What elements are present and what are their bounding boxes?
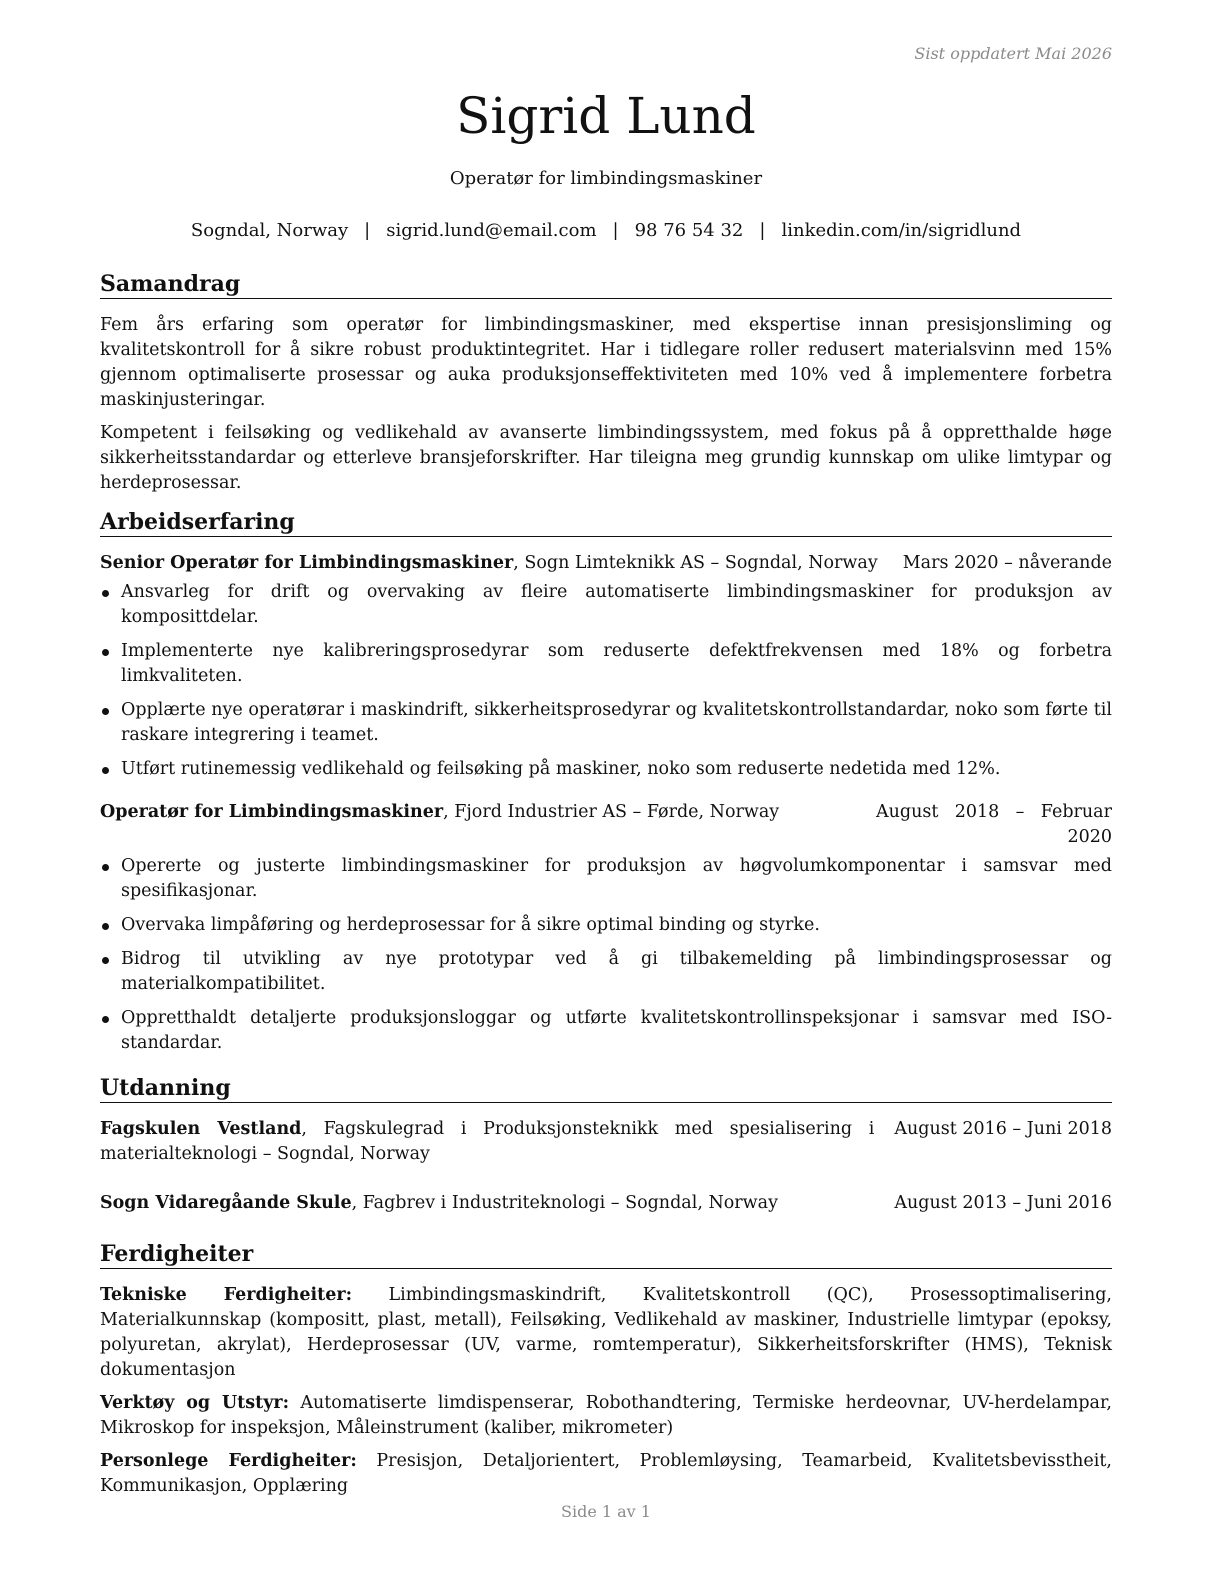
contact-phone: 98 76 54 32 (634, 220, 744, 241)
job-bullet (100, 757, 1112, 782)
skill-label: Personlege Ferdigheiter: (100, 1451, 357, 1471)
bullet-text: Bidrog til utvikling av nye prototypar ved å gi tilbakemelding på limbindingsprosessar og materialkompatibilitet. (121, 949, 1112, 994)
experience-heading: Arbeidserfaring (100, 508, 1112, 537)
education-detail: , Fagskulegrad i Produksjonsteknikk med spesialisering i materialteknologi – Sogndal, Norway (100, 1119, 875, 1164)
job-bullet (100, 580, 1112, 630)
contact-separator: | (364, 220, 371, 241)
bullet-text: Ansvarleg for drift og overvaking av fleire automatiserte limbindingsmaskiner for produksjon av komposittdelar. (121, 582, 1112, 627)
bullet-icon (102, 923, 109, 930)
job-dates: Mars 2020 – nåverande (902, 553, 1112, 573)
education-section (100, 1074, 1112, 1216)
job-entry (100, 551, 1112, 782)
skill-text: Automatiserte limdispenserar, Robothandtering, Termiske herdeovnar, UV-herdelampar, Mikroskop for inspeksjon, Måleinstrument (kaliber, mikrometer) (100, 1393, 1112, 1438)
bullet-icon (102, 957, 109, 964)
job-company: , Fjord Industrier AS – Førde, Norway (443, 802, 780, 822)
job-header (100, 551, 1112, 576)
bullet-text: Oppretthaldt detaljerte produksjonsloggar og utførte kvalitetskontrollinspeksjonar i samsvar med ISO-standardar. (121, 1008, 1112, 1053)
job-bullet (100, 698, 1112, 748)
contact-email[interactable]: sigrid.lund@email.com (386, 220, 597, 241)
contact-separator: | (759, 220, 766, 241)
contact-location: Sogndal, Norway (190, 220, 349, 241)
skills-heading: Ferdigheiter (100, 1240, 1112, 1269)
skill-group (100, 1391, 1112, 1441)
job-bullet (100, 639, 1112, 689)
job-bullets (100, 580, 1112, 782)
resume-page (100, 0, 1112, 1584)
job-bullets (100, 854, 1112, 1056)
education-heading: Utdanning (100, 1074, 1112, 1103)
bullet-text: Opererte og justerte limbindingsmaskiner for produksjon av høgvolumkomponentar i samsvar med spesifikasjonar. (121, 856, 1112, 901)
candidate-title: Operatør for limbindingsmaskiner (449, 168, 763, 189)
skills-section (100, 1240, 1112, 1499)
bullet-icon (102, 590, 109, 597)
bullet-text: Opplærte nye operatørar i maskindrift, sikkerheitsprosedyrar og kvalitetskontrollstandardar, noko som førte til raskare integrering i teamet. (121, 700, 1112, 745)
skill-label: Tekniske Ferdigheiter: (100, 1285, 353, 1305)
summary-heading: Samandrag (100, 270, 1112, 299)
job-bullet (100, 913, 1112, 938)
job-dates: August 2018 – Februar 2020 (876, 802, 1112, 847)
education-school: Sogn Vidaregåande Skule (100, 1193, 352, 1213)
education-entry (100, 1191, 1112, 1216)
skill-text: Presisjon, Detaljorientert, Problemløysing, Teamarbeid, Kvalitetsbevisstheit, Kommunikasjon, Opplæring (100, 1451, 1112, 1496)
job-role: Senior Operatør for Limbindingsmaskiner (100, 553, 514, 573)
summary-paragraph: Kompetent i feilsøking og vedlikehald av avanserte limbindingssystem, med fokus på å oppretthalde høge sikkerheitsstandardar og etterleve bransjeforskrifter. Har tileigna meg grundig kunnskap om ulike limtypar og herdeprosessar. (100, 423, 1112, 493)
skill-label: Verktøy og Utstyr: (100, 1393, 290, 1413)
job-role: Operatør for Limbindingsmaskiner (100, 802, 444, 822)
bullet-icon (102, 767, 109, 774)
contact-separator: | (612, 220, 619, 241)
bullet-icon (102, 649, 109, 656)
job-header (100, 800, 1112, 850)
skill-group (100, 1283, 1112, 1383)
contact-linkedin[interactable]: linkedin.com/in/sigridlund (781, 220, 1022, 241)
job-bullet (100, 1006, 1112, 1056)
education-dates: August 2016 – Juni 2018 (894, 1119, 1112, 1139)
contact-line (100, 219, 1112, 243)
resume-content (100, 270, 1112, 1511)
education-dates: August 2013 – Juni 2016 (894, 1193, 1112, 1213)
bullet-text: Overvaka limpåføring og herdeprosessar for å sikre optimal binding og styrke. (121, 915, 820, 935)
job-entry (100, 800, 1112, 1056)
skill-text: Limbindingsmaskindrift, Kvalitetskontroll (QC), Prosessoptimalisering, Materialkunnskap (kompositt, plast, metall), Feilsøking, Vedlikehald av maskiner, Industrielle limtypar (epoksy, polyuretan, akrylat), Herdeprosessar (UV, varme, romtemperatur), Sikkerheitsforskrifter (HMS), Teknisk dokumentasjon (100, 1285, 1112, 1380)
experience-section (100, 508, 1112, 1056)
bullet-icon (102, 708, 109, 715)
education-detail: , Fagbrev i Industriteknologi – Sogndal, Norway (351, 1193, 778, 1213)
bullet-icon (102, 1016, 109, 1023)
job-company: , Sogn Limteknikk AS – Sogndal, Norway (513, 553, 878, 573)
job-bullet (100, 947, 1112, 997)
summary-paragraph: Fem års erfaring som operatør for limbindingsmaskiner, med ekspertise innan presisjonsliming og kvalitetskontroll for å sikre robust produktintegritet. Har i tidlegare roller redusert materialsvinn med 15% gjennom optimaliserte prosessar og auka produksjonseffektiviteten med 10% ved å implementere forbetra maskinjusteringar. (100, 315, 1112, 410)
education-entry (100, 1117, 1112, 1167)
last-updated: Sist oppdatert Mai 2026 (914, 44, 1112, 63)
bullet-text: Implementerte nye kalibreringsprosedyrar som reduserte defektfrekvensen med 18% og forbetra limkvaliteten. (121, 641, 1112, 686)
job-bullet (100, 854, 1112, 904)
candidate-name: Sigrid Lund (456, 87, 756, 145)
page-footer: Side 1 av 1 (561, 1502, 651, 1521)
education-school: Fagskulen Vestland (100, 1119, 302, 1139)
skill-group (100, 1449, 1112, 1499)
bullet-icon (102, 864, 109, 871)
bullet-text: Utført rutinemessig vedlikehald og feilsøking på maskiner, noko som reduserte nedetida med 12%. (121, 759, 1001, 779)
summary-section (100, 270, 1112, 496)
